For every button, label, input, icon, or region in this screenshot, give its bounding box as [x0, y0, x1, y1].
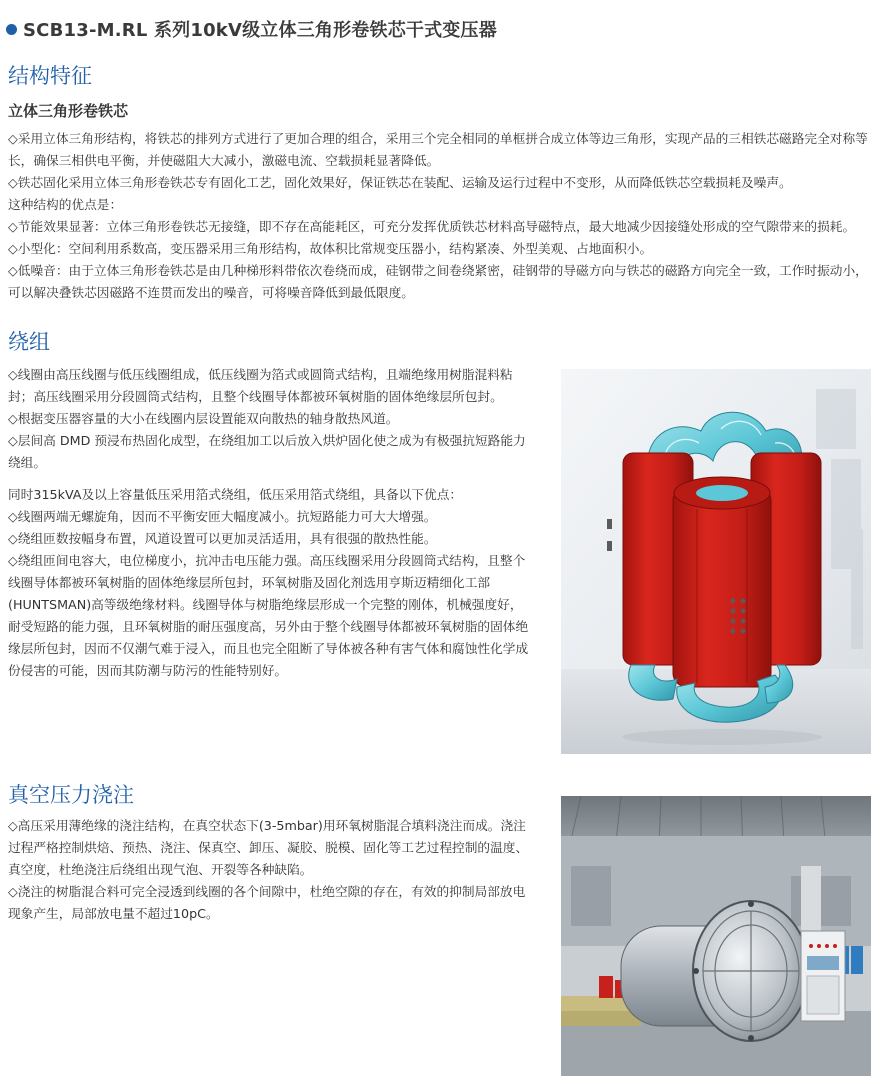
- section-heading-winding: 绕组: [8, 330, 50, 354]
- winding-paragraph: ◇线圈两端无螺旋角，因而不平衡安匝大幅度减小。抗短路能力可大大增强。: [8, 509, 437, 524]
- page-title-text: SCB13-M.RL 系列10kV级立体三角形卷铁芯干式变压器: [23, 20, 497, 41]
- vacuum-text: [8, 815, 534, 925]
- winding-paragraph: ◇绕组匝间电容大，电位梯度小，抗冲击电压能力强。高压线圈采用分段圆筒式结构，且整个线圈导体都被环氧树脂的固体绝缘层所包封，环氧树脂及固化剂选用亨斯迈精细化工部(HUNTSMAN)高等级绝缘材料。线圈导体与树脂绝缘层形成一个完整的刚体，机械强度好，耐受短路的能力强，且环氧树脂的耐压强度高，另外由于整个线圈导体都被环氧树脂的固体绝缘层所包封，因而不仅潮气难于浸入，而且也完全阻断了导体被各种有害气体和腐蚀性化学成份侵害的可能，因而其防潮与防污的性能特别好。: [8, 553, 529, 678]
- structure-paragraph: ◇小型化：空间利用系数高，变压器采用三角形结构，故体积比常规变压器小，结构紧凑、外型美观、占地面积小。: [8, 241, 653, 256]
- vacuum-paragraph: ◇高压采用薄绝缘的浇注结构，在真空状态下(3-5mbar)用环氧树脂混合填料浇注而成。浇注过程严格控制烘焙、预热、浇注、保真空、卸压、凝胶、脱模、固化等工艺过程控制的温度、真空度，杜绝浇注后绕组出现气泡、开裂等各种缺陷。: [8, 818, 529, 877]
- winding-text: [8, 364, 534, 682]
- vacuum-tank-illustration: [561, 796, 871, 1076]
- title-bullet-icon: [6, 24, 17, 35]
- section-heading-structure: 结构特征: [8, 64, 92, 88]
- structure-paragraph: ◇铁芯固化采用立体三角形卷铁芯专有固化工艺，固化效果好，保证铁芯在装配、运输及运行过程中不变形，从而降低铁芯空载损耗及噪声。: [8, 175, 792, 190]
- structure-paragraph: ◇节能效果显著：立体三角形卷铁芯无接缝，即不存在高能耗区，可充分发挥优质铁芯材料高导磁特点，最大地减少因接缝处形成的空气隙带来的损耗。: [8, 219, 856, 234]
- page-title: [6, 16, 497, 42]
- winding-paragraph: ◇层间高 DMD 预浸布热固化成型，在绕组加工以后放入烘炉固化使之成为有极强抗短路能力绕组。: [8, 433, 526, 470]
- subheading-triangle-core: 立体三角形卷铁芯: [8, 102, 129, 120]
- winding-paragraph: ◇根据变压器容量的大小在线圈内层设置能双向散热的轴身散热风道。: [8, 411, 399, 426]
- structure-paragraph: ◇采用立体三角形结构，将铁芯的排列方式进行了更加合理的组合，采用三个完全相同的单框拼合成立体等边三角形，实现产品的三相铁芯磁路完全对称等长，确保三相供电平衡，并使磁阻大大减小，激磁电流、空载损耗显著降低。: [8, 131, 868, 168]
- vacuum-paragraph: ◇浇注的树脂混合料可完全浸透到线圈的各个间隙中，杜绝空隙的存在，有效的抑制局部放电现象产生，局部放电量不超过10pC。: [8, 884, 526, 921]
- winding-paragraph: 同时315kVA及以上容量低压采用箔式绕组，低压采用箔式绕组，具备以下优点：: [8, 487, 463, 502]
- structure-paragraph: ◇低噪音：由于立体三角形卷铁芯是由几种梯形料带依次卷绕而成，硅钢带之间卷绕紧密，硅钢带的导磁方向与铁芯的磁路方向完全一致，工作时振动小，可以解决叠铁芯因磁路不连贯而发出的噪音，可将噪音降低到最低限度。: [8, 263, 868, 300]
- structure-text: [8, 128, 874, 304]
- winding-paragraph: ◇绕组匝数按幅身布置，风道设置可以更加灵活适用，具有很强的散热性能。: [8, 531, 437, 546]
- winding-paragraph: ◇线圈由高压线圈与低压线圈组成，低压线圈为箔式或圆筒式结构，且端绝缘用树脂混料粘封；高压线圈采用分段圆筒式结构，且整个线圈导体都被环氧树脂的固体绝缘层所包封。: [8, 367, 513, 404]
- vacuum-casting-equipment-photo: [561, 796, 871, 1076]
- section-heading-vacuum: 真空压力浇注: [8, 783, 134, 807]
- transformer-coil-illustration: [561, 369, 871, 754]
- transformer-coil-photo: [561, 369, 871, 754]
- structure-paragraph: 这种结构的优点是：: [8, 197, 123, 212]
